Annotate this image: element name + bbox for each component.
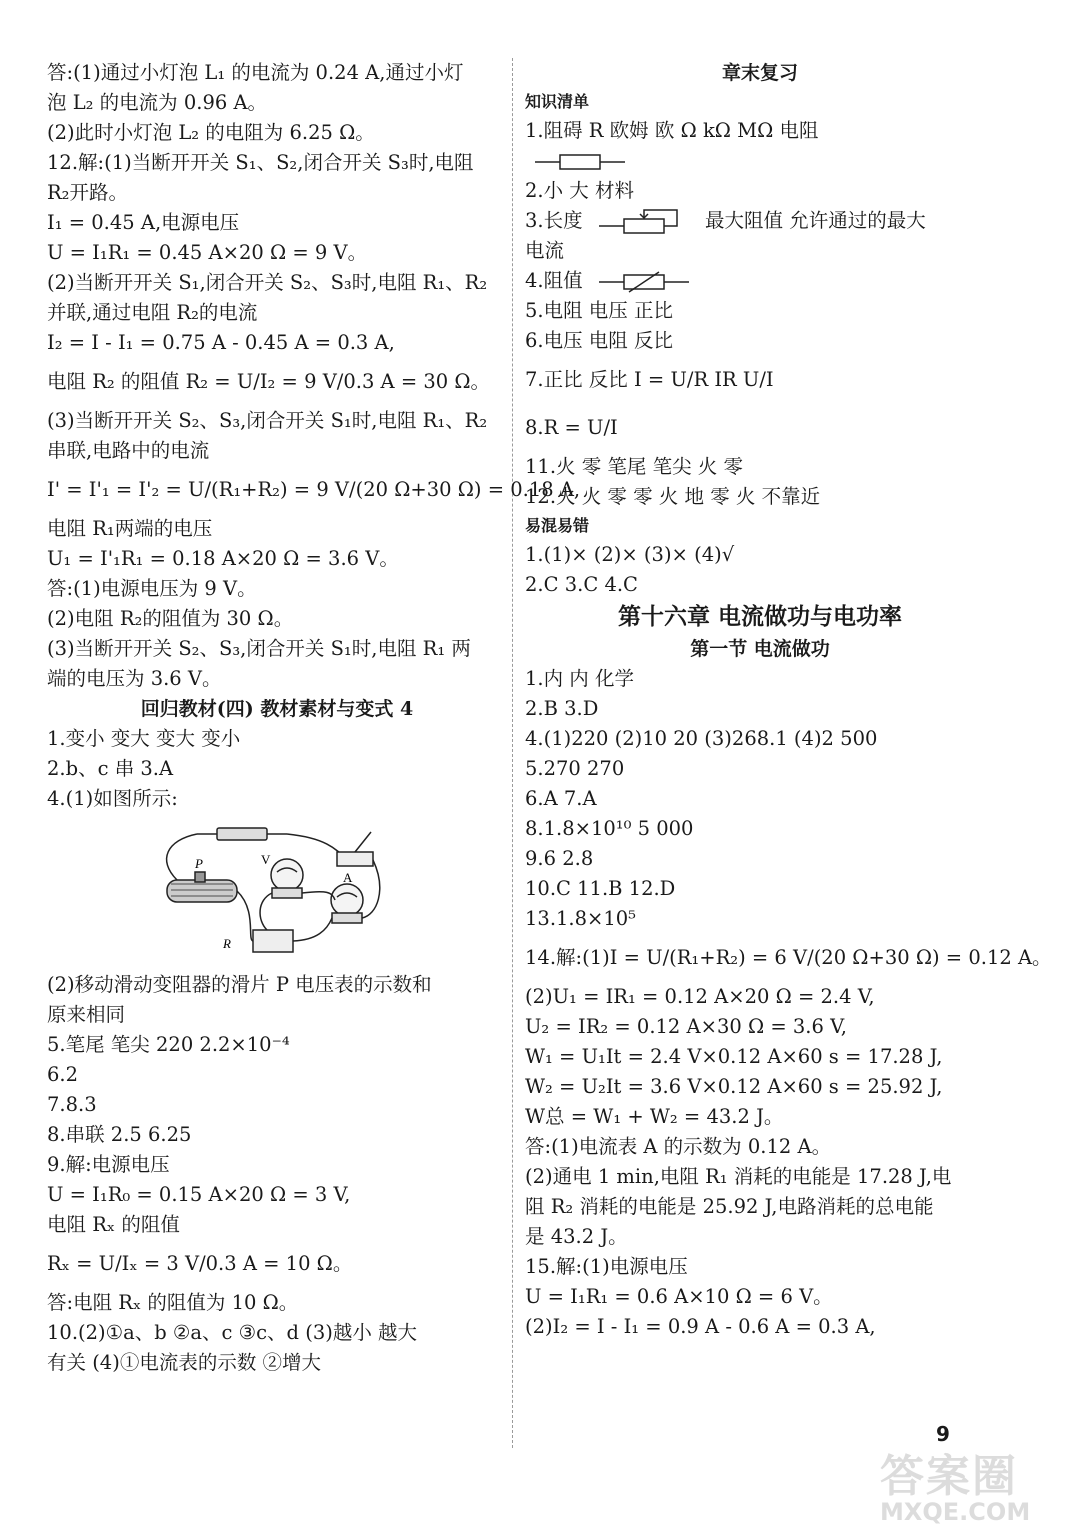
text-line: 2.C 3.C 4.C [525, 573, 638, 596]
text-line: 6.电压 电阻 反比 [525, 329, 674, 352]
text-line: 15.解:(1)电源电压 [525, 1255, 688, 1278]
text-line: 1.(1)× (2)× (3)× (4)√ [525, 543, 735, 566]
text-line: 2.B 3.D [525, 697, 599, 720]
text-line: U = I₁R₁ = 0.45 A×20 Ω = 9 V。 [47, 241, 368, 264]
watermark-logo [880, 1440, 1060, 1530]
text-line: R₂开路。 [47, 181, 128, 204]
text-segment: 最大阻值 允许通过的最大 [705, 209, 926, 232]
rheostat-symbol-icon [599, 208, 689, 236]
text-line: 1.内 内 化学 [525, 667, 635, 690]
knowledge-line-4 [525, 266, 995, 296]
text-line: 电阻 Rₓ 的阻值 [47, 1213, 180, 1236]
text-line: 答:(1)通过小灯泡 L₁ 的电流为 0.24 A,通过小灯 [47, 61, 464, 84]
figure-label-a: A [343, 870, 353, 885]
text-line: (3)当断开开关 S₂、S₃,闭合开关 S₁时,电阻 R₁ 两 [47, 637, 471, 660]
text-line: 2.小 大 材料 [525, 179, 635, 202]
formula-line: 14.解:(1)I = U/(R₁+R₂) = 6 V/(20 Ω+30 Ω) = 0.12 A。 [525, 946, 1052, 969]
text-line: 11.火 零 笔尾 笔尖 火 零 [525, 455, 744, 478]
text-line: 10.(2)①a、b ②a、c ③c、d (3)越小 越大 [47, 1321, 418, 1344]
text-line: 12.火 火 零 零 火 地 零 火 不靠近 [525, 485, 821, 508]
page-number: 9 [936, 1422, 950, 1446]
figure-label-p: P [195, 856, 203, 871]
text-line: 4.(1)如图所示: [47, 787, 178, 810]
section-title: 第一节 电流做功 [690, 638, 830, 660]
resistor-symbol-row [525, 146, 995, 176]
text-line: 1.阻碍 R 欧姆 欧 Ω kΩ MΩ 电阻 [525, 119, 819, 142]
text-line: 5.笔尾 笔尖 220 2.2×10⁻⁴ [47, 1033, 290, 1056]
figure-label-r: R [223, 936, 231, 951]
text-line: 4.(1)220 (2)10 20 (3)268.1 (4)2 500 [525, 727, 878, 750]
column-divider [512, 58, 513, 1448]
text-line: 端的电压为 3.6 V。 [47, 667, 222, 690]
text-line: 6.A 7.A [525, 787, 597, 810]
resistor-symbol-icon [535, 152, 625, 172]
text-line: W₁ = U₁It = 2.4 V×0.12 A×60 s = 17.28 J, [525, 1045, 943, 1068]
text-line: (2)移动滑动变阻器的滑片 P 电压表的示数和 [47, 973, 432, 996]
knowledge-list-title: 知识清单 [525, 92, 590, 111]
text-line: 5.270 270 [525, 757, 625, 780]
text-line: 12.解:(1)当断开开关 S₁、S₂,闭合开关 S₃时,电阻 [47, 151, 474, 174]
formula-line: Rₓ = U/Iₓ = 3 V/0.3 A = 10 Ω。 [47, 1252, 353, 1275]
formula-line: 电阻 R₂ 的阻值 R₂ = U/I₂ = 9 V/0.3 A = 30 Ω。 [47, 370, 491, 393]
text-line: W总 = W₁ + W₂ = 43.2 J。 [525, 1105, 784, 1128]
knowledge-line-3 [525, 206, 995, 236]
text-line: 7.8.3 [47, 1093, 97, 1116]
text-line: 10.C 11.B 12.D [525, 877, 676, 900]
text-line: (2)U₁ = IR₁ = 0.12 A×20 Ω = 2.4 V, [525, 985, 875, 1008]
watermark-logo-text: 答案圈 [880, 1451, 1018, 1502]
chapter-title: 第十六章 电流做功与电功率 [617, 603, 902, 630]
text-line: 9.解:电源电压 [47, 1153, 170, 1176]
text-line: U = I₁R₁ = 0.6 A×10 Ω = 6 V。 [525, 1285, 833, 1308]
text-line: (2)I₂ = I - I₁ = 0.9 A - 0.6 A = 0.3 A, [525, 1315, 876, 1338]
formula-line: 8.R = U/I [525, 416, 618, 439]
text-line: 阻 R₂ 消耗的电能是 25.92 J,电路消耗的总电能 [525, 1195, 934, 1218]
text-line: 答:(1)电源电压为 9 V。 [47, 577, 257, 600]
text-line: 8.1.8×10¹⁰ 5 000 [525, 817, 694, 840]
text-line: 答:电阻 Rₓ 的阻值为 10 Ω。 [47, 1291, 299, 1314]
text-line: 电流 [525, 239, 565, 262]
section-title: 回归教材(四) 教材素材与变式 4 [140, 698, 414, 720]
varistor-symbol-icon [599, 270, 689, 294]
text-line: 有关 (4)①电流表的示数 ②增大 [47, 1351, 322, 1374]
circuit-figure [157, 820, 397, 960]
text-line: (3)当断开开关 S₂、S₃,闭合开关 S₁时,电阻 R₁、R₂ [47, 409, 488, 432]
text-line: 9.6 2.8 [525, 847, 594, 870]
formula-line: 7.正比 反比 I = U/R IR U/I [525, 368, 774, 391]
text-line: 泡 L₂ 的电流为 0.96 A。 [47, 91, 268, 114]
text-line: (2)当断开开关 S₁,闭合开关 S₂、S₃时,电阻 R₁、R₂ [47, 271, 488, 294]
text-line: 13.1.8×10⁵ [525, 907, 636, 930]
text-line: U₂ = IR₂ = 0.12 A×30 Ω = 3.6 V, [525, 1015, 847, 1038]
text-line: U = I₁R₀ = 0.15 A×20 Ω = 3 V, [47, 1183, 351, 1206]
text-line: 是 43.2 J。 [525, 1225, 628, 1248]
text-segment: 3.长度 [525, 209, 583, 232]
figure-label-v: V [261, 852, 271, 867]
text-line: (2)此时小灯泡 L₂ 的电阻为 6.25 Ω。 [47, 121, 375, 144]
text-line: 2.b、c 串 3.A [47, 757, 174, 780]
watermark-url: MXQE.COM [880, 1498, 1031, 1526]
text-line: 1.变小 变大 变大 变小 [47, 727, 241, 750]
text-line: 8.串联 2.5 6.25 [47, 1123, 192, 1146]
text-segment: 4.阻值 [525, 269, 583, 292]
text-line: U₁ = I'₁R₁ = 0.18 A×20 Ω = 3.6 V。 [47, 547, 399, 570]
text-line: 5.电阻 电压 正比 [525, 299, 674, 322]
text-line: (2)通电 1 min,电阻 R₁ 消耗的电能是 17.28 J,电 [525, 1165, 952, 1188]
text-line: I₂ = I - I₁ = 0.75 A - 0.45 A = 0.3 A, [47, 331, 395, 354]
confusion-title: 易混易错 [525, 516, 590, 535]
text-line: 原来相同 [47, 1003, 126, 1026]
review-title: 章末复习 [721, 62, 798, 84]
text-line: W₂ = U₂It = 3.6 V×0.12 A×60 s = 25.92 J, [525, 1075, 943, 1098]
text-line: (2)电阻 R₂的阻值为 30 Ω。 [47, 607, 294, 630]
text-line: 串联,电路中的电流 [47, 439, 210, 462]
text-line: 并联,通过电阻 R₂的电流 [47, 301, 258, 324]
text-line: 电阻 R₁两端的电压 [47, 517, 213, 540]
formula-line: I' = I'₁ = I'₂ = U/(R₁+R₂) = 9 V/(20 Ω+30 Ω) = 0.18 A, [47, 478, 581, 501]
text-line: 答:(1)电流表 A 的示数为 0.12 A。 [525, 1135, 832, 1158]
text-line: 6.2 [47, 1063, 79, 1086]
right-column [525, 58, 1052, 1342]
text-line: I₁ = 0.45 A,电源电压 [47, 211, 240, 234]
